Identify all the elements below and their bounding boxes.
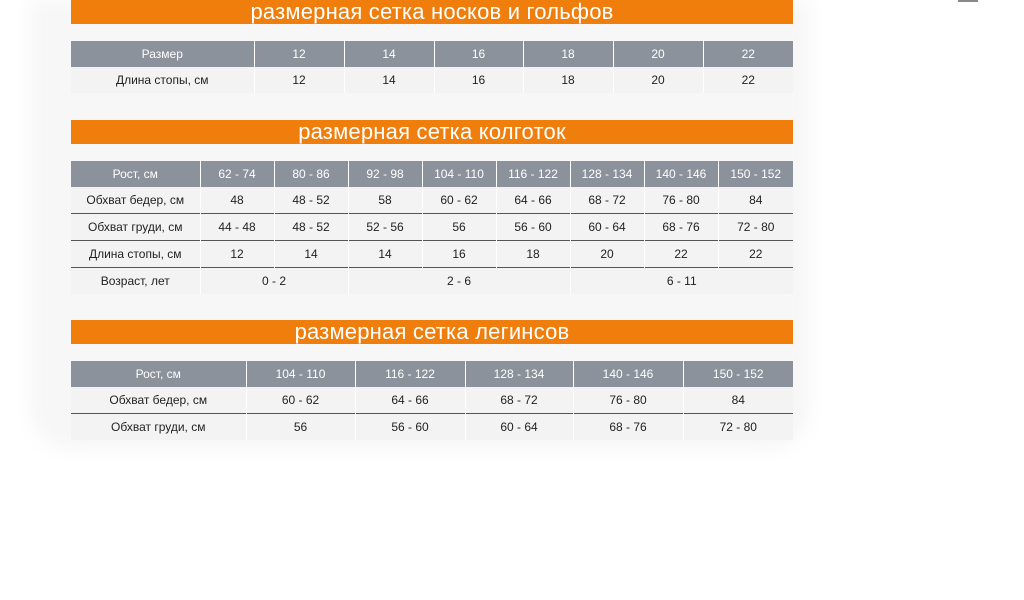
table-cell: 22	[703, 67, 793, 93]
header-cell: 20	[613, 41, 703, 67]
table-cell: 18	[496, 241, 570, 268]
leggings-title: размерная сетка легинсов	[71, 320, 793, 344]
header-cell: Размер	[71, 41, 254, 67]
row-label: Возраст, лет	[71, 268, 200, 295]
table-cell: 60 - 62	[422, 187, 496, 214]
table-cell: 6 - 11	[570, 268, 793, 295]
table-cell: 12	[200, 241, 274, 268]
table-row	[71, 387, 793, 414]
header-cell: 22	[703, 41, 793, 67]
header-cell: Рост, см	[71, 161, 200, 187]
table-cell: 72 - 80	[683, 414, 793, 441]
table-cell: 68 - 72	[570, 187, 644, 214]
table-cell: 2 - 6	[348, 268, 570, 295]
table-cell: 18	[523, 67, 613, 93]
table-cell: 22	[644, 241, 718, 268]
row-label: Обхват груди, см	[71, 414, 246, 441]
table-cell: 68 - 72	[465, 387, 573, 414]
socks-table	[71, 41, 793, 93]
corner-mark	[958, 0, 978, 2]
tights-table	[71, 161, 793, 294]
table-cell: 44 - 48	[200, 214, 274, 241]
table-cell: 16	[434, 67, 523, 93]
table-cell: 14	[274, 241, 348, 268]
table-cell: 16	[422, 241, 496, 268]
table-cell: 48 - 52	[274, 187, 348, 214]
table-cell: 60 - 62	[246, 387, 355, 414]
row-label: Длина стопы, см	[71, 67, 254, 93]
header-cell: 128 - 134	[465, 361, 573, 387]
table-cell: 56 - 60	[496, 214, 570, 241]
table-cell: 72 - 80	[718, 214, 793, 241]
row-label: Обхват бедер, см	[71, 387, 246, 414]
header-cell: 150 - 152	[683, 361, 793, 387]
header-cell: 12	[254, 41, 344, 67]
leggings-table	[71, 361, 793, 440]
header-cell: Рост, см	[71, 361, 246, 387]
header-cell: 128 - 134	[570, 161, 644, 187]
table-cell: 20	[613, 67, 703, 93]
table-cell: 84	[683, 387, 793, 414]
header-cell: 80 - 86	[274, 161, 348, 187]
leggings-header-row	[71, 361, 793, 387]
header-cell: 62 - 74	[200, 161, 274, 187]
table-row	[71, 268, 793, 295]
table-row	[71, 214, 793, 241]
table-cell: 14	[344, 67, 434, 93]
table-cell: 0 - 2	[200, 268, 348, 295]
table-row	[71, 414, 793, 441]
header-cell: 14	[344, 41, 434, 67]
table-cell: 20	[570, 241, 644, 268]
table-cell: 64 - 66	[496, 187, 570, 214]
header-cell: 18	[523, 41, 613, 67]
table-cell: 52 - 56	[348, 214, 422, 241]
table-cell: 22	[718, 241, 793, 268]
table-cell: 84	[718, 187, 793, 214]
header-cell: 92 - 98	[348, 161, 422, 187]
header-cell: 104 - 110	[422, 161, 496, 187]
row-label: Обхват бедер, см	[71, 187, 200, 214]
table-cell: 68 - 76	[573, 414, 683, 441]
table-cell: 58	[348, 187, 422, 214]
header-cell: 116 - 122	[496, 161, 570, 187]
leggings-section	[71, 320, 793, 440]
socks-section	[71, 0, 793, 93]
tights-section	[71, 120, 793, 294]
table-cell: 48 - 52	[274, 214, 348, 241]
tights-header-row	[71, 161, 793, 187]
table-cell: 14	[348, 241, 422, 268]
table-row	[71, 241, 793, 268]
table-cell: 76 - 80	[644, 187, 718, 214]
table-cell: 76 - 80	[573, 387, 683, 414]
header-cell: 140 - 146	[573, 361, 683, 387]
header-cell: 16	[434, 41, 523, 67]
header-cell: 104 - 110	[246, 361, 355, 387]
socks-header-row	[71, 41, 793, 67]
table-cell: 12	[254, 67, 344, 93]
table-cell: 56	[422, 214, 496, 241]
tights-title: размерная сетка колготок	[71, 120, 793, 144]
table-cell: 56	[246, 414, 355, 441]
table-row	[71, 67, 793, 93]
header-cell: 116 - 122	[355, 361, 465, 387]
socks-title: размерная сетка носков и гольфов	[71, 0, 793, 24]
table-cell: 56 - 60	[355, 414, 465, 441]
row-label: Длина стопы, см	[71, 241, 200, 268]
header-cell: 140 - 146	[644, 161, 718, 187]
table-cell: 60 - 64	[570, 214, 644, 241]
row-label: Обхват груди, см	[71, 214, 200, 241]
header-cell: 150 - 152	[718, 161, 793, 187]
table-cell: 60 - 64	[465, 414, 573, 441]
table-cell: 48	[200, 187, 274, 214]
table-row	[71, 187, 793, 214]
table-cell: 68 - 76	[644, 214, 718, 241]
table-cell: 64 - 66	[355, 387, 465, 414]
